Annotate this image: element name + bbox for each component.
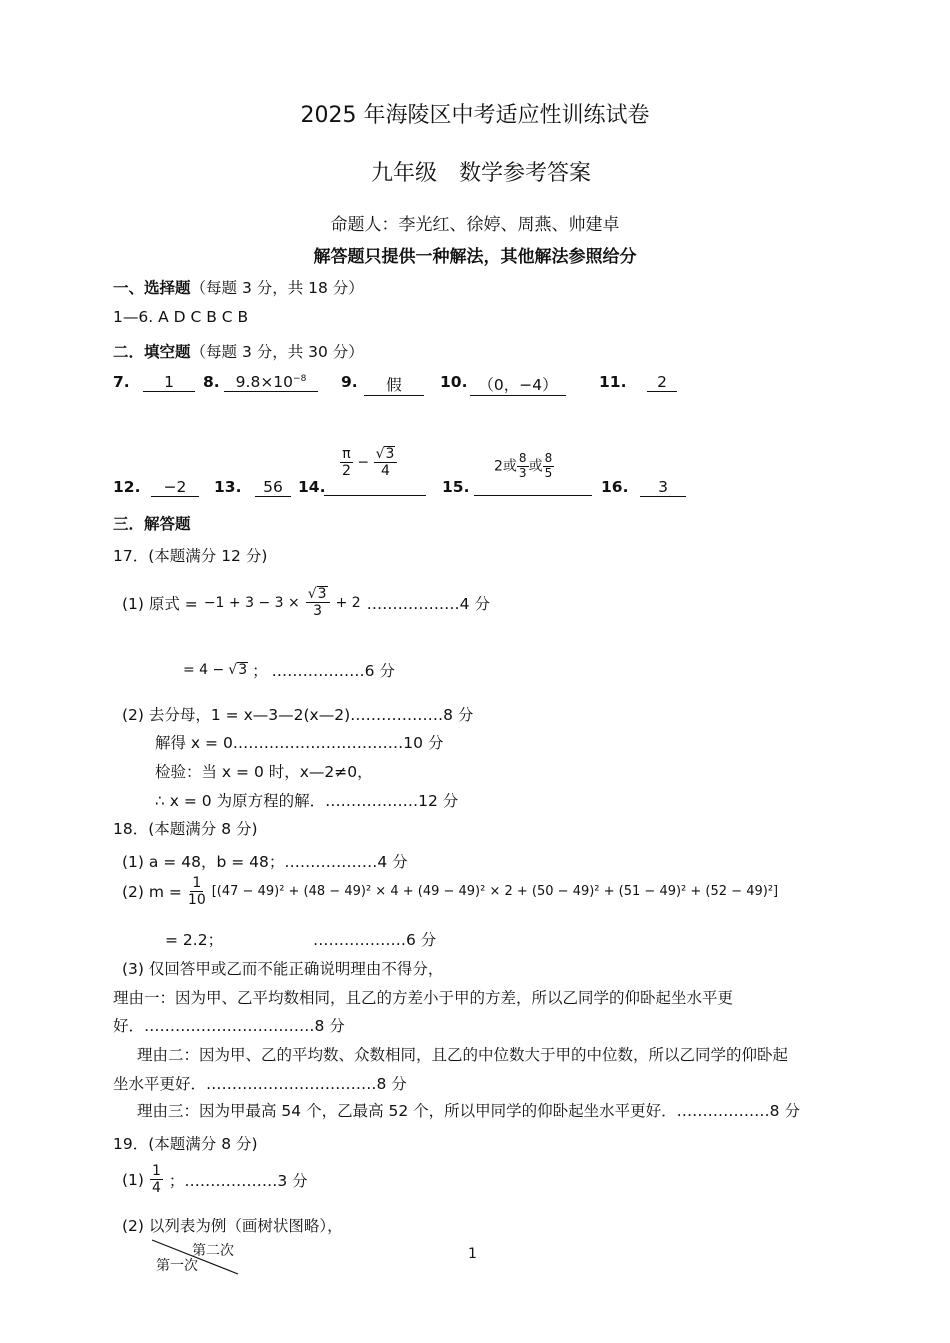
q12-label: 12. bbox=[113, 478, 141, 496]
q18-reason1-line1: 理由一：因为甲、乙平均数相同，且乙的方差小于甲的方差，所以乙同学的仰卧起坐水平更 bbox=[113, 989, 734, 1007]
q17-p1-radicand: 3 bbox=[317, 586, 327, 602]
q18-p2-label: (2) m = bbox=[122, 882, 182, 901]
grading-note: 解答题只提供一种解法，其他解法参照给分 bbox=[313, 247, 637, 267]
q15-answer bbox=[494, 452, 554, 481]
q18-reason1-line2: 好．……………………………8 分 bbox=[113, 1017, 345, 1035]
q10-label: 10. bbox=[440, 373, 468, 391]
q18-p2-expression: [(47 − 49)² + (48 − 49)² × 4 + (49 − 49)² × 2 + (50 − 49)² + (51 − 49)² + (52 − 49)²] bbox=[211, 884, 779, 900]
q13-answer: 56 bbox=[255, 478, 291, 497]
q14-pi-fraction bbox=[340, 446, 353, 479]
q15-num-1: 8 bbox=[518, 451, 527, 465]
q17-part2-line3: 检验：当 x = 0 时，x—2≠0， bbox=[155, 763, 373, 781]
authors: 命题人：李光红、徐婷、周燕、帅建卓 bbox=[330, 215, 620, 235]
section-2-heading bbox=[113, 340, 364, 362]
q18-reason2-line2: 坐水平更好．……………………………8 分 bbox=[113, 1075, 407, 1093]
q18-p2-result: = 2.2； bbox=[165, 931, 224, 949]
q14-two: 2 bbox=[342, 463, 351, 480]
q15-underline bbox=[474, 495, 592, 496]
q18-p2-fraction bbox=[186, 875, 208, 908]
q18-p2-den: 10 bbox=[187, 892, 206, 909]
q19-part2: (2) 以列表为例（画树状图略）， bbox=[122, 1217, 343, 1235]
q15-part-b: 或 bbox=[528, 458, 543, 475]
page-number: 1 bbox=[468, 1246, 477, 1262]
q19-p1-rest: ；………………3 分 bbox=[168, 1171, 308, 1190]
q7-answer: 1 bbox=[143, 373, 195, 392]
q14-underline bbox=[324, 495, 426, 496]
q10-answer: （0，−4） bbox=[470, 373, 566, 396]
q19-p1-num: 1 bbox=[151, 1163, 161, 1179]
q11-answer: 2 bbox=[647, 373, 677, 392]
q8-exponent: −8 bbox=[293, 373, 307, 384]
q9-answer: 假 bbox=[364, 373, 424, 396]
q14-root-fraction bbox=[374, 446, 398, 479]
q7-label: 7. bbox=[113, 373, 130, 391]
q14-root: √3 bbox=[374, 446, 398, 463]
section-2-title: 二．填空题 bbox=[113, 343, 191, 361]
q17-part1 bbox=[122, 586, 490, 619]
q18-p2-num: 1 bbox=[192, 875, 202, 891]
q17-p1-score2: ………………6 分 bbox=[271, 662, 395, 680]
q14-four: 4 bbox=[381, 463, 390, 480]
q8-label: 8. bbox=[203, 373, 220, 391]
table-header-second: 第二次 bbox=[192, 1243, 234, 1259]
table-header-first: 第一次 bbox=[156, 1258, 198, 1274]
q19-part1 bbox=[122, 1163, 308, 1196]
q17-part2-line2: 解得 x = 0……………………………10 分 bbox=[155, 734, 444, 752]
q18-part2 bbox=[122, 875, 778, 908]
q13-label: 13. bbox=[214, 478, 242, 496]
q16-label: 16. bbox=[601, 478, 629, 496]
q19-p1-den: 4 bbox=[151, 1180, 161, 1197]
q17-part2-line4: ∴ x = 0 为原方程的解．………………12 分 bbox=[155, 792, 459, 810]
section-1-answers: 1—6. A D C B C B bbox=[113, 308, 249, 326]
q17-p1-den: 3 bbox=[313, 603, 323, 620]
q17-p1-result-a: = 4 − bbox=[183, 662, 225, 678]
q15-label: 15. bbox=[442, 478, 470, 496]
q19-p1-label: (1) bbox=[122, 1170, 144, 1189]
q17-p1-root: √3 bbox=[306, 586, 330, 603]
q18-p2-score: ………………6 分 bbox=[313, 931, 437, 949]
q17-part1-result bbox=[183, 659, 395, 681]
page-subtitle: 九年级 数学参考答案 bbox=[370, 161, 591, 186]
q17-heading: 17．(本题满分 12 分) bbox=[113, 547, 268, 565]
q18-heading: 18．(本题满分 8 分) bbox=[113, 820, 258, 838]
q17-p1-score: ………………4 分 bbox=[366, 594, 490, 613]
q15-fraction-1 bbox=[517, 452, 529, 481]
q16-answer: 3 bbox=[640, 478, 686, 497]
q15-num-2: 8 bbox=[544, 451, 553, 465]
q17-p1-label: (1) 原式 = bbox=[122, 594, 198, 613]
q17-p1-result-end: ； bbox=[252, 662, 268, 680]
q14-minus: − bbox=[357, 454, 370, 471]
q17-p1-expr-b: + 2 bbox=[335, 594, 361, 611]
q17-part2-line1: (2) 去分母，1 = x—3—2(x—2)………………8 分 bbox=[122, 706, 474, 724]
q18-part3: (3) 仅回答甲或乙而不能正确说明理由不得分， bbox=[122, 960, 444, 978]
q8-answer bbox=[224, 373, 318, 392]
q9-label: 9. bbox=[341, 373, 358, 391]
q11-label: 11. bbox=[599, 373, 627, 391]
q17-p1-fraction bbox=[306, 586, 330, 619]
page-title: 2025 年海陵区中考适应性训练试卷 bbox=[300, 103, 650, 128]
q19-p1-fraction bbox=[150, 1163, 163, 1196]
q17-p1-result-root: √3 bbox=[228, 661, 248, 678]
q14-label: 14. bbox=[298, 478, 326, 496]
q18-part1: (1) a = 48，b = 48；………………4 分 bbox=[122, 853, 408, 871]
q12-answer: −2 bbox=[151, 478, 199, 497]
q19-heading: 19．(本题满分 8 分) bbox=[113, 1135, 258, 1153]
q18-reason2-line1: 理由二：因为甲、乙的平均数、众数相同，且乙的中位数大于甲的中位数，所以乙同学的仰卧起 bbox=[137, 1046, 789, 1064]
q14-answer bbox=[340, 446, 397, 479]
q15-part-a: 2或 bbox=[494, 458, 517, 475]
q15-den-2: 5 bbox=[544, 465, 553, 480]
q15-den-1: 3 bbox=[518, 465, 527, 480]
section-2-desc: （每题 3 分，共 30 分） bbox=[190, 343, 364, 361]
section-1-title: 一、选择题 bbox=[113, 279, 191, 297]
section-1-heading bbox=[113, 276, 364, 298]
q17-p1-result-radicand: 3 bbox=[238, 661, 248, 678]
q8-base: 9.8×10 bbox=[235, 373, 294, 391]
section-3-heading: 三．解答题 bbox=[113, 515, 191, 533]
q15-fraction-2 bbox=[543, 452, 555, 481]
q14-radicand: 3 bbox=[385, 446, 395, 462]
q14-pi: π bbox=[342, 446, 351, 463]
q17-p1-expr-a: −1 + 3 − 3 × bbox=[203, 594, 300, 611]
q18-reason3: 理由三：因为甲最高 54 个，乙最高 52 个，所以甲同学的仰卧起坐水平更好．………………8 分 bbox=[137, 1102, 800, 1120]
section-1-desc: （每题 3 分，共 18 分） bbox=[190, 279, 364, 297]
